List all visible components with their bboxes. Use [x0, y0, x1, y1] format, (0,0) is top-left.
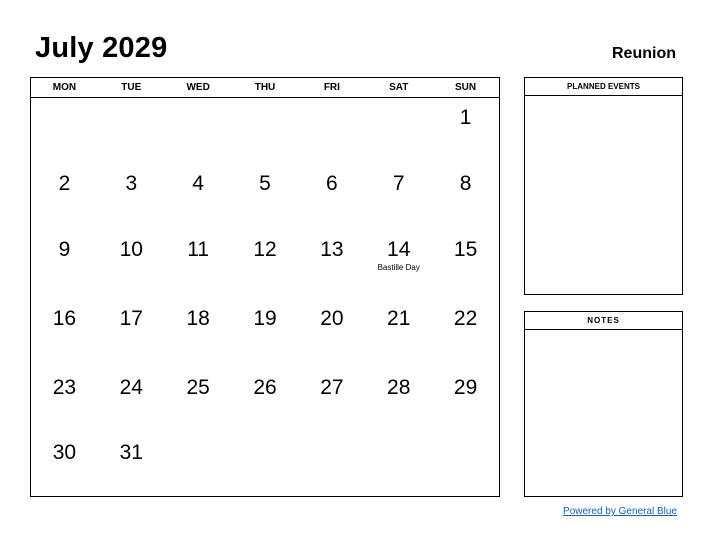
day-cell [31, 98, 98, 164]
day-number: 31 [119, 441, 143, 464]
planned-events-header: PLANNED EVENTS [525, 78, 682, 96]
day-cell [365, 98, 432, 164]
day-number [298, 98, 365, 106]
day-cell[interactable] [98, 299, 165, 368]
weeks-container [31, 98, 499, 495]
region-label: Reunion [612, 45, 676, 62]
day-number [165, 433, 232, 441]
day-cell[interactable] [432, 299, 499, 368]
week-row [31, 98, 499, 164]
day-number: 2 [58, 172, 71, 195]
planned-events-panel [524, 77, 683, 295]
day-cell[interactable] [31, 433, 98, 495]
weekday-tue: TUE [121, 82, 142, 93]
day-cell[interactable] [298, 164, 365, 230]
day-number [98, 98, 165, 106]
day-cell [165, 98, 232, 164]
day-number: 17 [119, 307, 143, 330]
day-number [232, 433, 299, 441]
powered-by-link[interactable]: Powered by General Blue [563, 506, 677, 517]
day-cell[interactable] [165, 299, 232, 368]
day-number [232, 98, 299, 106]
weekday-header [31, 78, 499, 98]
week-row [31, 299, 499, 368]
day-number: 7 [392, 172, 405, 195]
day-cell[interactable] [165, 368, 232, 433]
day-number: 3 [125, 172, 138, 195]
holiday-label: Bastille Day [377, 263, 420, 272]
day-number: 12 [253, 238, 277, 261]
day-number: 8 [459, 172, 472, 195]
weekday-sun: SUN [455, 82, 477, 93]
day-number: 10 [119, 238, 143, 261]
day-cell [365, 433, 432, 495]
day-cell[interactable] [98, 368, 165, 433]
day-number: 22 [453, 307, 478, 330]
day-number: 19 [253, 307, 277, 330]
day-number: 1 [459, 106, 472, 129]
day-cell[interactable] [31, 230, 98, 299]
weekday-mon: MON [52, 82, 77, 93]
day-number: 30 [52, 441, 77, 464]
day-cell[interactable] [432, 368, 499, 433]
day-number: 18 [186, 307, 210, 330]
day-cell[interactable] [98, 230, 165, 299]
day-cell[interactable] [298, 368, 365, 433]
day-cell [298, 98, 365, 164]
day-cell[interactable] [298, 230, 365, 299]
notes-header: NOTES [525, 312, 682, 330]
calendar-grid [30, 77, 500, 497]
week-row [31, 433, 499, 495]
day-cell[interactable] [365, 164, 432, 230]
day-number: 24 [119, 376, 143, 399]
day-cell [165, 433, 232, 495]
day-number: 15 [453, 238, 478, 261]
day-number: 28 [387, 376, 411, 399]
day-number: 11 [187, 238, 210, 261]
day-cell [298, 433, 365, 495]
day-cell[interactable] [432, 164, 499, 230]
day-cell[interactable] [165, 230, 232, 299]
day-cell[interactable] [31, 299, 98, 368]
day-number [298, 433, 365, 441]
day-number [31, 98, 98, 106]
day-cell [232, 433, 299, 495]
day-number: 25 [186, 376, 210, 399]
day-cell[interactable] [232, 299, 299, 368]
day-cell[interactable] [432, 98, 499, 164]
weekday-fri: FRI [323, 82, 340, 93]
day-number: 23 [52, 376, 77, 399]
day-number: 4 [192, 172, 204, 195]
weekday-wed: WED [186, 82, 210, 93]
day-number: 9 [58, 238, 71, 261]
day-number: 14 [387, 238, 411, 261]
day-cell[interactable] [365, 230, 432, 299]
day-number: 26 [253, 376, 277, 399]
day-cell[interactable] [31, 164, 98, 230]
day-cell[interactable] [365, 368, 432, 433]
day-number: 21 [387, 307, 411, 330]
day-cell[interactable] [98, 433, 165, 495]
notes-panel [524, 311, 683, 497]
day-number: 16 [52, 307, 77, 330]
day-number [165, 98, 232, 106]
day-cell [432, 433, 499, 495]
week-row [31, 164, 499, 230]
week-row [31, 230, 499, 299]
weekday-thu: THU [254, 82, 276, 93]
calendar-title: July 2029 [35, 32, 168, 64]
day-cell[interactable] [165, 164, 232, 230]
day-number: 27 [320, 376, 344, 399]
day-number [432, 433, 499, 441]
weekday-sat: SAT [389, 82, 409, 93]
day-cell[interactable] [232, 230, 299, 299]
day-cell[interactable] [298, 299, 365, 368]
day-number: 20 [320, 307, 344, 330]
day-number [365, 433, 432, 441]
day-cell[interactable] [98, 164, 165, 230]
day-number: 29 [453, 376, 478, 399]
day-number [365, 98, 432, 106]
day-number: 13 [320, 238, 344, 261]
day-cell [232, 98, 299, 164]
day-cell[interactable] [31, 368, 98, 433]
day-cell [98, 98, 165, 164]
day-cell[interactable] [232, 164, 299, 230]
day-cell[interactable] [432, 230, 499, 299]
day-number: 6 [326, 172, 338, 195]
day-cell[interactable] [365, 299, 432, 368]
day-number: 5 [259, 172, 271, 195]
week-row [31, 368, 499, 433]
day-cell[interactable] [232, 368, 299, 433]
